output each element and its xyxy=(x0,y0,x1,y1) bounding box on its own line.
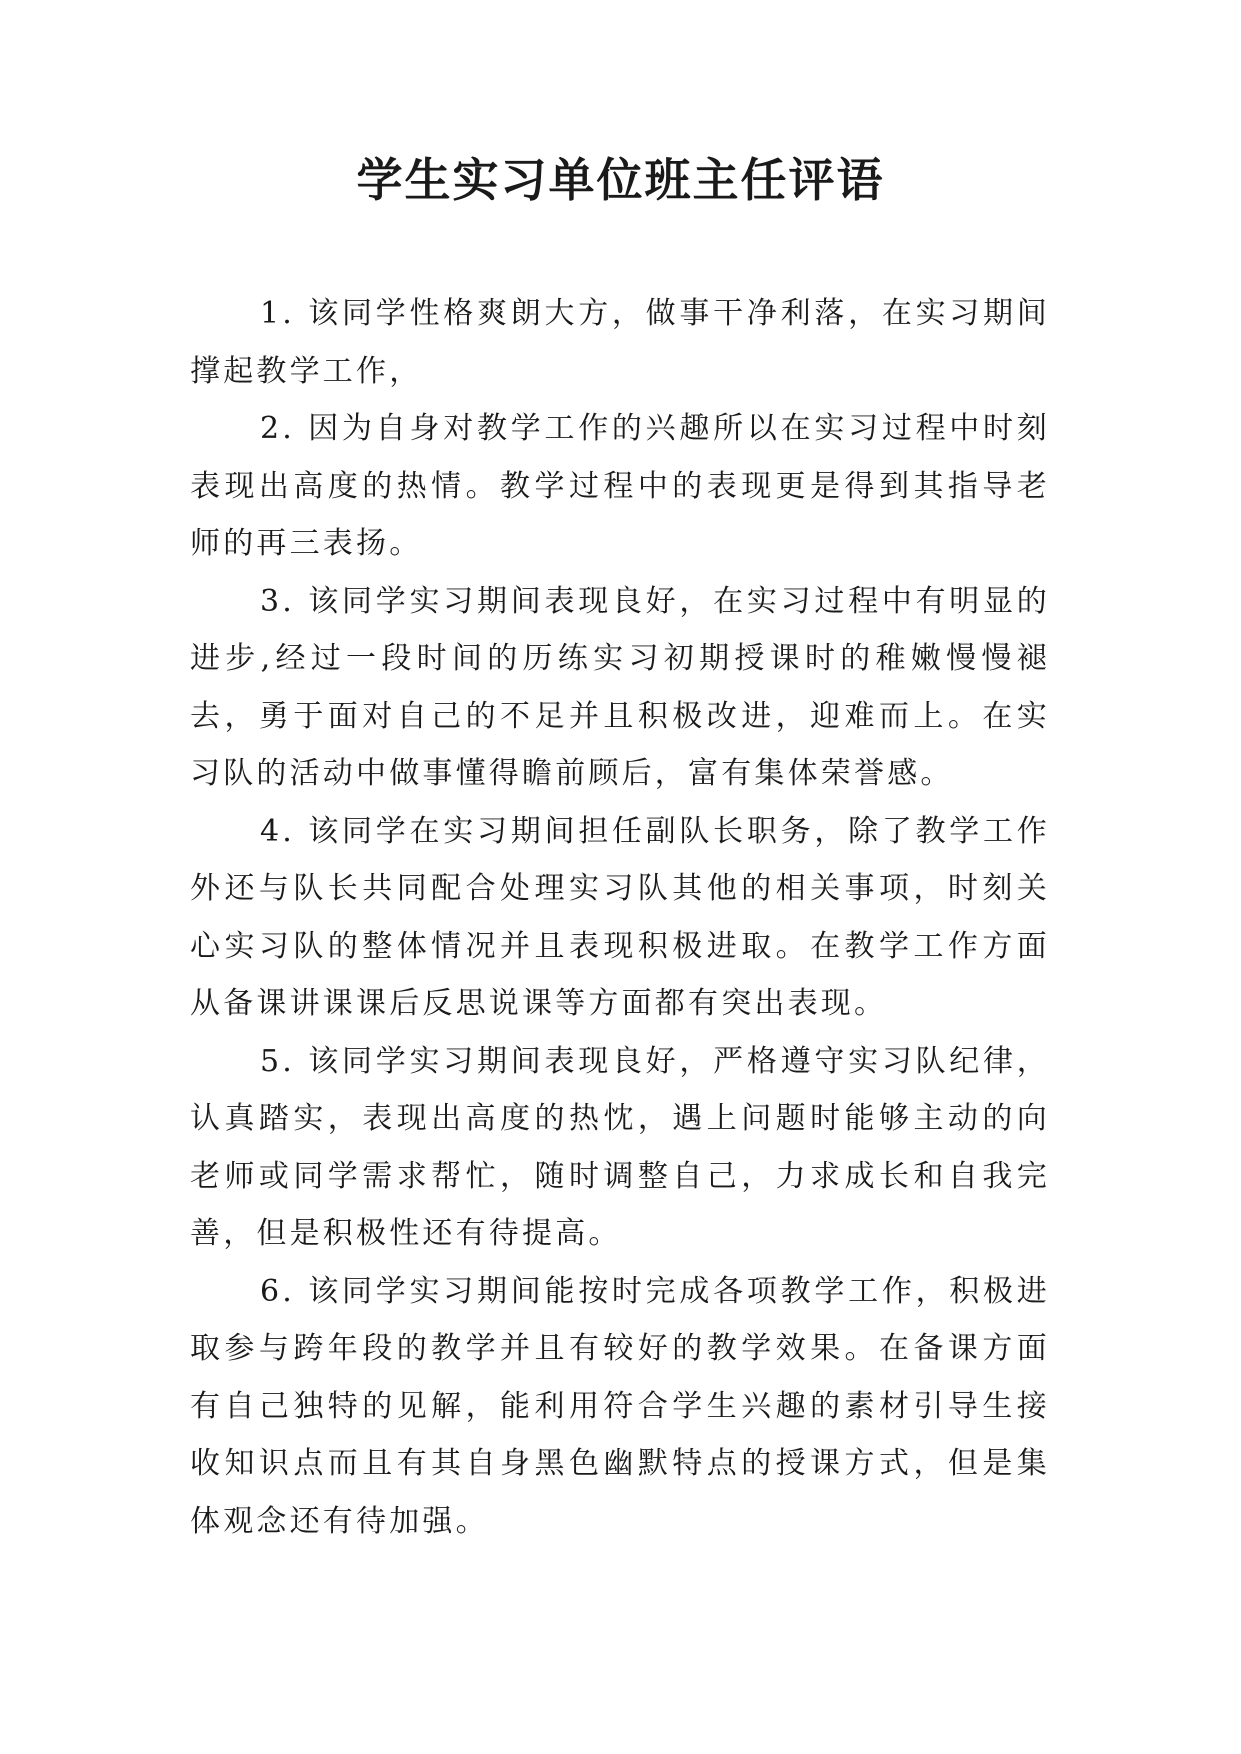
document-body xyxy=(190,285,1050,1550)
comment-paragraph-5: 5. 该同学实习期间表现良好，严格遵守实习队纪律，认真踏实，表现出高度的热忱，遇上问题时能够主动的向老师或同学需求帮忙，随时调整自己，力求成长和自我完善，但是积极性还有待提高。 xyxy=(190,1043,1050,1251)
comment-paragraph-2: 2. 因为自身对教学工作的兴趣所以在实习过程中时刻表现出高度的热情。教学过程中的表现更是得到其指导老师的再三表扬。 xyxy=(190,411,1050,561)
comment-paragraph-1: 1. 该同学性格爽朗大方，做事干净利落，在实习期间撑起教学工作， xyxy=(190,296,1050,389)
comment-paragraph-3: 3. 该同学实习期间表现良好，在实习过程中有明显的进步,经过一段时间的历练实习初期授课时的稚嫩慢慢褪去，勇于面对自己的不足并且积极改进，迎难而上。在实习队的活动中做事懂得瞻前顾后，富有集体荣誉感。 xyxy=(190,583,1050,791)
comment-paragraph-4: 4. 该同学在实习期间担任副队长职务，除了教学工作外还与队长共同配合处理实习队其他的相关事项，时刻关心实习队的整体情况并且表现积极进取。在教学工作方面从备课讲课课后反思说课等方面都有突出表现。 xyxy=(190,813,1050,1021)
document-title: 学生实习单位班主任评语 xyxy=(356,153,885,207)
comment-paragraph-6: 6. 该同学实习期间能按时完成各项教学工作，积极进取参与跨年段的教学并且有较好的教学效果。在备课方面有自己独特的见解，能利用符合学生兴趣的素材引导生接收知识点而且有其自身黑色幽默特点的授课方式，但是集体观念还有待加强。 xyxy=(190,1273,1050,1539)
